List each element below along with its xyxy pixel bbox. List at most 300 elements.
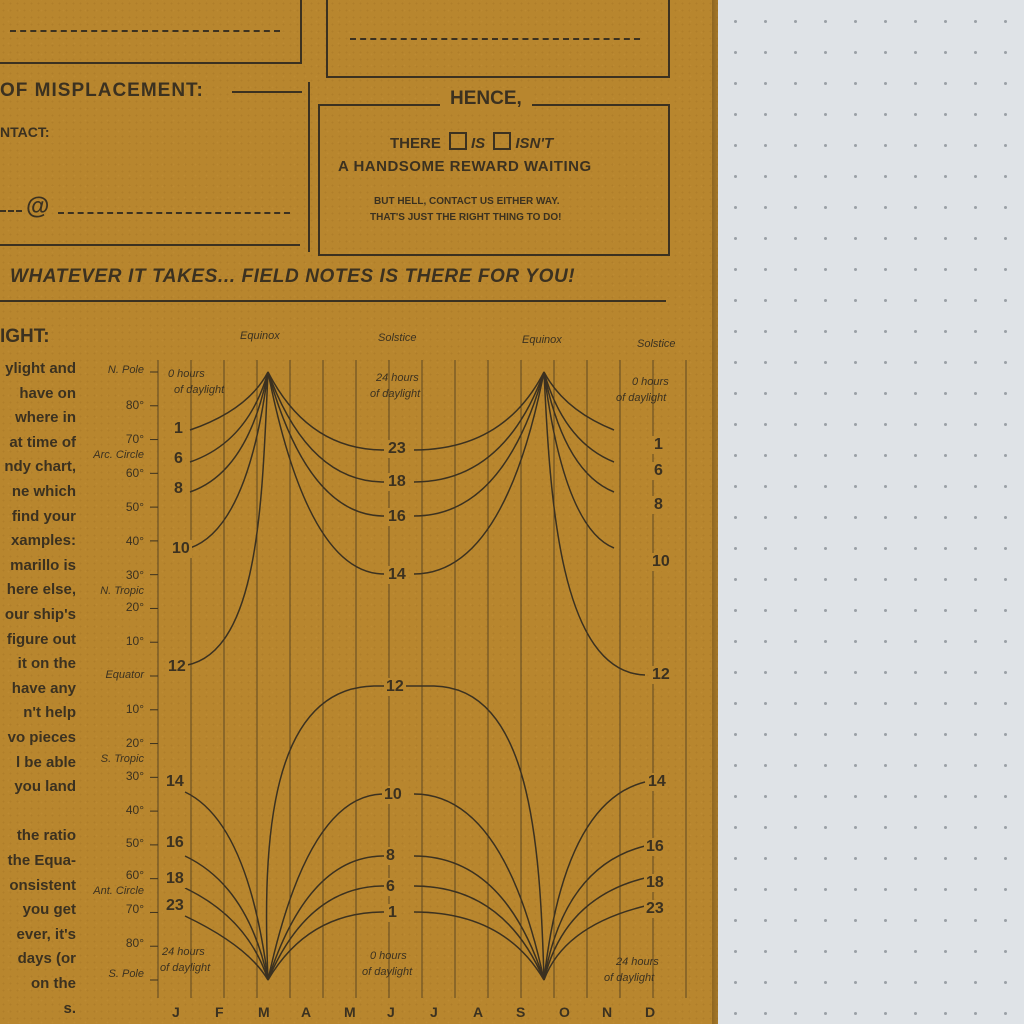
grid-dot [824,237,827,240]
grid-dot [974,206,977,209]
daylight-note: 0 hours [632,376,669,388]
hour-label: 12 [386,678,404,695]
grid-dot [854,764,857,767]
grid-dot [944,361,947,364]
grid-dot [1004,702,1007,705]
grid-dot [734,423,737,426]
grid-dot [974,485,977,488]
grid-dot [1004,671,1007,674]
grid-dot [944,578,947,581]
hour-label: 8 [174,480,183,497]
grid-dot [884,702,887,705]
grid-dot [914,330,917,333]
latitude-label: 60° [125,466,144,480]
grid-dot [944,888,947,891]
grid-dot [944,392,947,395]
grid-dot [884,82,887,85]
grid-dot [944,82,947,85]
grid-dot [884,857,887,860]
grid-dot [884,1012,887,1015]
latitude-label: Arc. Circle [93,449,144,461]
grid-dot [854,82,857,85]
grid-dot [734,1012,737,1015]
grid-dot [794,981,797,984]
grid-dot [794,361,797,364]
grid-dot [794,206,797,209]
grid-dot [974,268,977,271]
grid-dot [794,51,797,54]
grid-dot [974,82,977,85]
grid-dot [824,857,827,860]
month-label: D [645,1004,656,1020]
grid-dot [734,702,737,705]
grid-dot [854,609,857,612]
daylight-note: of daylight [362,966,413,978]
month-label: F [215,1004,224,1020]
hour-label: 10 [384,786,402,803]
grid-dot [764,175,767,178]
grid-dot [734,361,737,364]
grid-dot [914,175,917,178]
grid-dot [974,609,977,612]
grid-dot [884,423,887,426]
body-text-line: s. [63,999,76,1017]
grid-dot [914,857,917,860]
grid-dot [1004,454,1007,457]
grid-dot [944,237,947,240]
grid-dot [854,51,857,54]
month-label: S [516,1004,526,1020]
grid-dot [974,671,977,674]
grid-dot [944,1012,947,1015]
grid-dot [824,671,827,674]
daylight-curve [414,856,544,980]
grid-dot [794,671,797,674]
grid-dot [944,981,947,984]
grid-dot [944,51,947,54]
daylight-curve [544,906,645,980]
body-text-line: at time of [9,433,76,451]
grid-dot [1004,578,1007,581]
grid-dot [824,423,827,426]
grid-dot [854,299,857,302]
grid-dot [764,82,767,85]
grid-dot [1004,392,1007,395]
body-text-line: find your [11,507,76,525]
grid-dot [824,702,827,705]
grid-dot [914,485,917,488]
grid-dot [854,237,857,240]
grid-dot [734,547,737,550]
season-label: Solstice [637,338,676,350]
grid-dot [974,795,977,798]
grid-dot [1004,640,1007,643]
grid-dot [824,485,827,488]
grid-dot [1004,609,1007,612]
grid-dot [764,888,767,891]
reward-note-2: THAT'S JUST THE RIGHT THING TO DO! [370,212,562,223]
grid-dot [794,578,797,581]
grid-dot [764,640,767,643]
grid-dot [734,454,737,457]
grid-dot [764,268,767,271]
body-text-line: xamples: [10,532,76,550]
grid-dot [734,609,737,612]
latitude-label: 60° [125,868,144,882]
grid-dot [824,981,827,984]
grid-dot [824,113,827,116]
grid-dot [884,671,887,674]
grid-dot [764,795,767,798]
hour-label: 12 [168,658,186,675]
grid-dot [764,764,767,767]
grid-dot [944,733,947,736]
grid-dot [734,485,737,488]
grid-dot [944,671,947,674]
grid-dot [974,330,977,333]
grid-dot [854,20,857,23]
body-text-line: l be able [15,753,76,771]
grid-dot [824,299,827,302]
grid-dot [794,795,797,798]
latitude-label: S. Tropic [100,753,144,765]
grid-dot [1004,51,1007,54]
grid-dot [854,981,857,984]
grid-dot [764,702,767,705]
grid-dot [974,454,977,457]
grid-dot [974,113,977,116]
grid-dot [764,950,767,953]
body-text-line: marillo is [10,556,76,574]
grid-dot [824,206,827,209]
grid-dot [764,826,767,829]
grid-dot [884,826,887,829]
grid-dot [794,919,797,922]
grid-dot [794,113,797,116]
grid-dot [824,950,827,953]
grid-dot [914,795,917,798]
grid-dot [854,206,857,209]
grid-dot [944,640,947,643]
body-text-line: on the [31,975,76,992]
grid-dot [914,640,917,643]
grid-dot [944,330,947,333]
body-text-line: ne which [11,483,76,500]
hour-label: 8 [654,496,663,513]
grid-dot [794,268,797,271]
daylight-curve [544,782,645,980]
body-text-line: figure out [6,630,76,648]
body-text-line: you get [22,901,76,919]
grid-dot [974,888,977,891]
grid-dot [764,981,767,984]
month-label: O [559,1004,570,1020]
hour-label: 16 [166,834,184,851]
grid-dot [734,392,737,395]
grid-dot [824,733,827,736]
grid-dot [854,578,857,581]
grid-dot [1004,113,1007,116]
grid-dot [944,206,947,209]
latitude-label: 80° [125,398,144,412]
grid-dot [1004,237,1007,240]
grid-dot [914,702,917,705]
grid-dot [794,299,797,302]
grid-dot [974,764,977,767]
grid-dot [734,764,737,767]
grid-dot [794,857,797,860]
hour-label: 18 [646,874,664,891]
grid-dot [824,919,827,922]
latitude-label: S. Pole [108,968,144,980]
grid-dot [884,516,887,519]
grid-dot [944,795,947,798]
grid-dot [794,330,797,333]
reward-there: THERE [390,135,441,152]
daylight-note: 0 hours [168,368,205,380]
grid-dot [884,888,887,891]
body-text-line: ever, it's [16,925,76,943]
month-label: A [301,1004,312,1020]
grid-dot [884,950,887,953]
grid-dot [794,82,797,85]
body-text-line: have on [19,384,76,402]
grid-dot [764,237,767,240]
daylight-curve [544,372,614,462]
grid-dot [974,423,977,426]
grid-dot [914,237,917,240]
grid-dot [734,206,737,209]
grid-dot [734,857,737,860]
grid-dot [914,144,917,147]
grid-dot [734,733,737,736]
grid-dot [974,20,977,23]
grid-dot [794,144,797,147]
grid-dot [764,919,767,922]
grid-dot [944,547,947,550]
grid-dot [944,423,947,426]
grid-dot [764,299,767,302]
daylight-curve [544,372,614,548]
grid-dot [1004,82,1007,85]
month-label: N [602,1004,613,1020]
grid-dot [884,578,887,581]
daylight-heading: IGHT: [0,326,50,347]
grid-dot [974,51,977,54]
month-label: J [430,1004,438,1020]
grid-dot [854,733,857,736]
hour-label: 16 [388,508,406,525]
grid-dot [974,392,977,395]
grid-dot [854,516,857,519]
grid-dot [824,175,827,178]
body-text-line: you land [14,778,76,796]
body-text-line: ndy chart, [4,458,76,476]
daylight-curve [268,372,384,482]
grid-dot [734,826,737,829]
grid-dot [1004,516,1007,519]
hour-label: 12 [652,666,670,683]
grid-dot [824,578,827,581]
hour-label: 14 [166,773,184,790]
grid-dot [794,640,797,643]
grid-dot [1004,981,1007,984]
grid-dot [914,950,917,953]
misplacement-heading: OF MISPLACEMENT: [0,80,204,101]
grid-dot [1004,20,1007,23]
grid-dot [824,20,827,23]
grid-dot [824,268,827,271]
grid-dot [914,20,917,23]
grid-dot [1004,485,1007,488]
grid-dot [884,175,887,178]
latitude-label: 40° [125,803,144,817]
grid-dot [734,640,737,643]
grid-dot [794,423,797,426]
grid-dot [974,578,977,581]
grid-dot [854,423,857,426]
grid-dot [914,51,917,54]
grid-dot [734,950,737,953]
grid-dot [764,1012,767,1015]
grid-dot [1004,361,1007,364]
grid-dot [944,299,947,302]
body-text-line: have any [11,679,76,697]
grid-dot [824,888,827,891]
grid-dot [824,1012,827,1015]
grid-dot [764,423,767,426]
grid-dot [854,330,857,333]
daylight-note: of daylight [174,384,225,396]
latitude-label: 70° [125,902,144,916]
grid-dot [944,919,947,922]
grid-dot [884,733,887,736]
grid-dot [764,144,767,147]
grid-dot [884,640,887,643]
latitude-label: 10° [125,702,144,716]
latitude-label: 80° [125,936,144,950]
grid-dot [764,20,767,23]
tagline: WHATEVER IT TAKES... FIELD NOTES IS THERE FOR YOU! [10,266,576,287]
grid-dot [764,609,767,612]
grid-dot [1004,733,1007,736]
grid-dot [734,144,737,147]
grid-dot [794,950,797,953]
grid-dot [734,578,737,581]
hour-label: 23 [166,897,184,914]
grid-dot [974,1012,977,1015]
season-label: Equinox [240,330,280,342]
latitude-label: 70° [125,432,144,446]
grid-dot [1004,299,1007,302]
grid-dot [884,237,887,240]
grid-dot [944,175,947,178]
grid-dot [734,888,737,891]
grid-dot [884,919,887,922]
grid-dot [914,547,917,550]
grid-dot [974,547,977,550]
reward-is: IS [471,135,486,152]
grid-dot [734,51,737,54]
grid-dot [854,547,857,550]
hour-label: 10 [652,553,670,570]
grid-dot [944,454,947,457]
grid-dot [854,144,857,147]
daylight-note: 0 hours [370,950,407,962]
hour-label: 1 [174,420,183,437]
grid-dot [884,113,887,116]
daylight-note: of daylight [604,972,655,984]
body-text-line: it on the [17,655,76,673]
grid-dot [734,919,737,922]
grid-dot [884,268,887,271]
grid-dot [944,113,947,116]
grid-dot [884,330,887,333]
grid-dot [794,826,797,829]
grid-dot [764,454,767,457]
grid-dot [974,981,977,984]
latitude-label: 30° [125,769,144,783]
grid-dot [794,392,797,395]
grid-dot [854,950,857,953]
grid-dot [824,144,827,147]
body-text-line: where in [15,409,76,427]
body-text-line: onsistent [9,876,76,894]
grid-dot [794,1012,797,1015]
grid-dot [884,144,887,147]
grid-dot [734,516,737,519]
grid-dot [974,175,977,178]
grid-dot [824,454,827,457]
grid-dot [1004,950,1007,953]
grid-dot [944,609,947,612]
grid-dot [734,268,737,271]
grid-dot [824,82,827,85]
grid-dot [914,919,917,922]
hour-label: 1 [654,436,663,453]
grid-dot [974,826,977,829]
grid-dot [974,361,977,364]
grid-dot [734,175,737,178]
grid-dot [854,392,857,395]
body-text-line: ylight and [5,360,76,377]
grid-dot [884,485,887,488]
daylight-curve [544,372,645,675]
grid-dot [944,826,947,829]
grid-dot [854,268,857,271]
grid-dot [944,485,947,488]
grid-dot [734,981,737,984]
month-label: M [344,1004,356,1020]
grid-dot [1004,206,1007,209]
grid-dot [1004,795,1007,798]
grid-dot [1004,144,1007,147]
grid-dot [884,981,887,984]
grid-dot [944,702,947,705]
grid-dot [824,361,827,364]
grid-dot [854,1012,857,1015]
body-text-line: n't help [23,704,76,722]
grid-dot [764,857,767,860]
grid-dot [914,299,917,302]
grid-dot [1004,1012,1007,1015]
latitude-label: 10° [125,634,144,648]
grid-dot [854,826,857,829]
grid-dot [854,640,857,643]
grid-dot [944,268,947,271]
reward-line-2: A HANDSOME REWARD WAITING [338,158,592,175]
grid-dot [884,392,887,395]
